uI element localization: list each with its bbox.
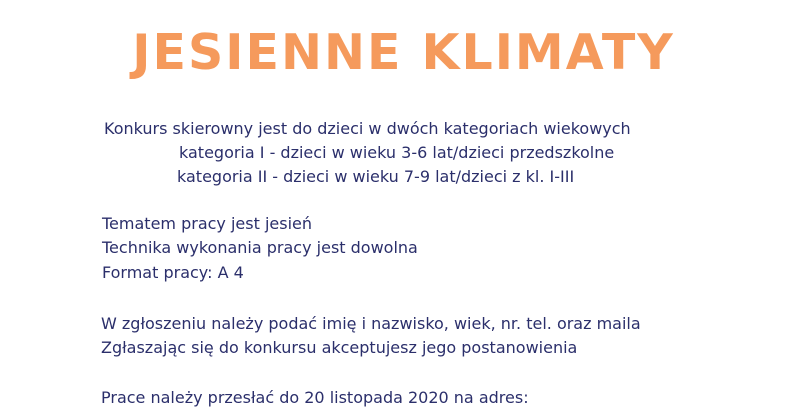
technique-rule: Technika wykonania pracy jest dowolna bbox=[102, 238, 418, 257]
deadline-info: Prace należy przesłać do 20 listopada 2020 na adres: bbox=[101, 388, 529, 407]
format-rule: Format pracy: A 4 bbox=[102, 263, 244, 282]
poster-title: JESIENNE KLIMATY bbox=[132, 24, 675, 81]
category-one: kategoria I - dzieci w wieku 3-6 lat/dzieci przedszkolne bbox=[179, 143, 615, 162]
contest-intro: Konkurs skierowny jest do dzieci w dwóch kategoriach wiekowych bbox=[104, 119, 631, 138]
category-two: kategoria II - dzieci w wieku 7-9 lat/dzieci z kl. I-III bbox=[177, 167, 575, 186]
application-info: W zgłoszeniu należy podać imię i nazwisko, wiek, nr. tel. oraz maila bbox=[101, 314, 641, 333]
theme-rule: Tematem pracy jest jesień bbox=[102, 214, 313, 233]
acceptance-info: Zgłaszając się do konkursu akceptujesz jego postanowienia bbox=[101, 338, 578, 357]
